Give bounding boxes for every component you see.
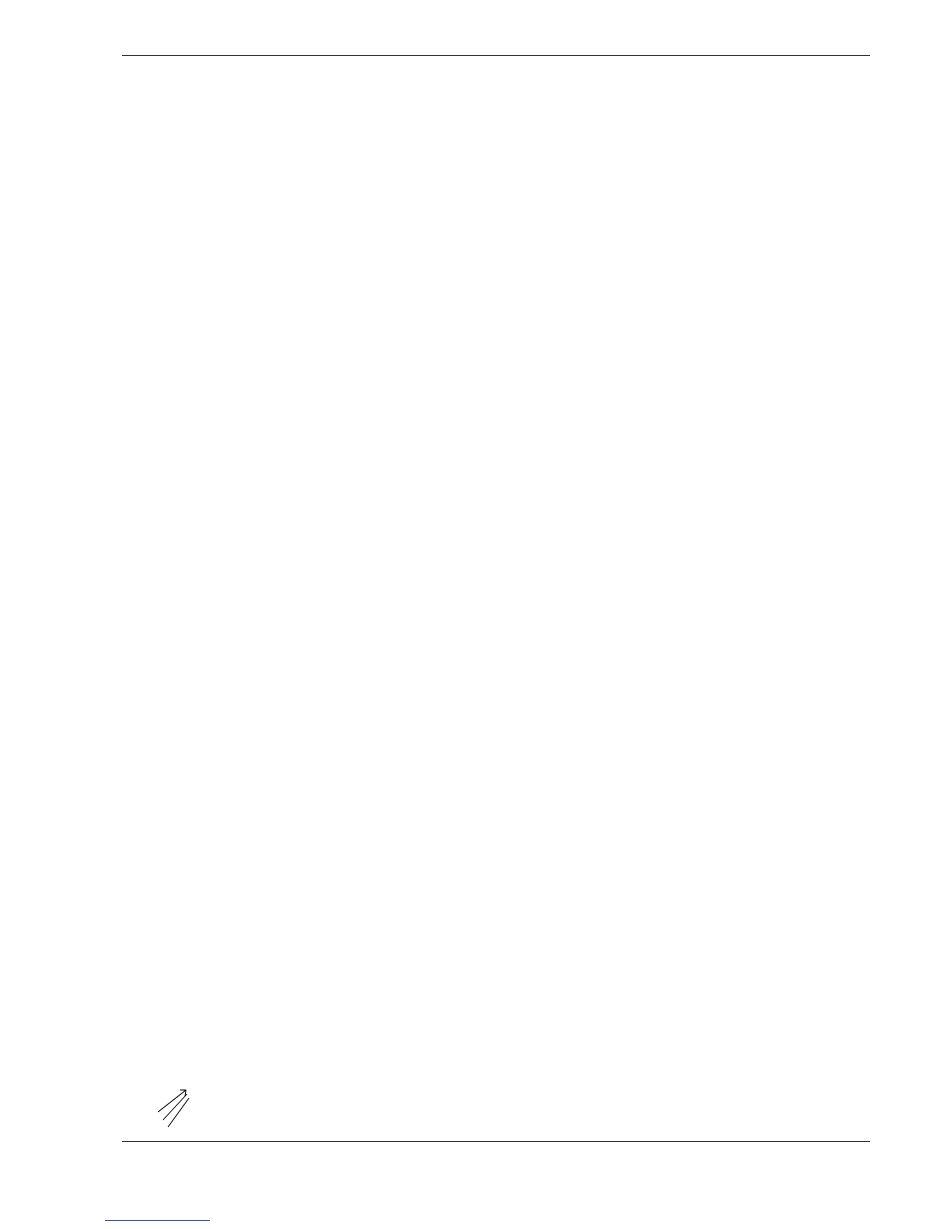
start-marker	[158, 1090, 189, 1127]
